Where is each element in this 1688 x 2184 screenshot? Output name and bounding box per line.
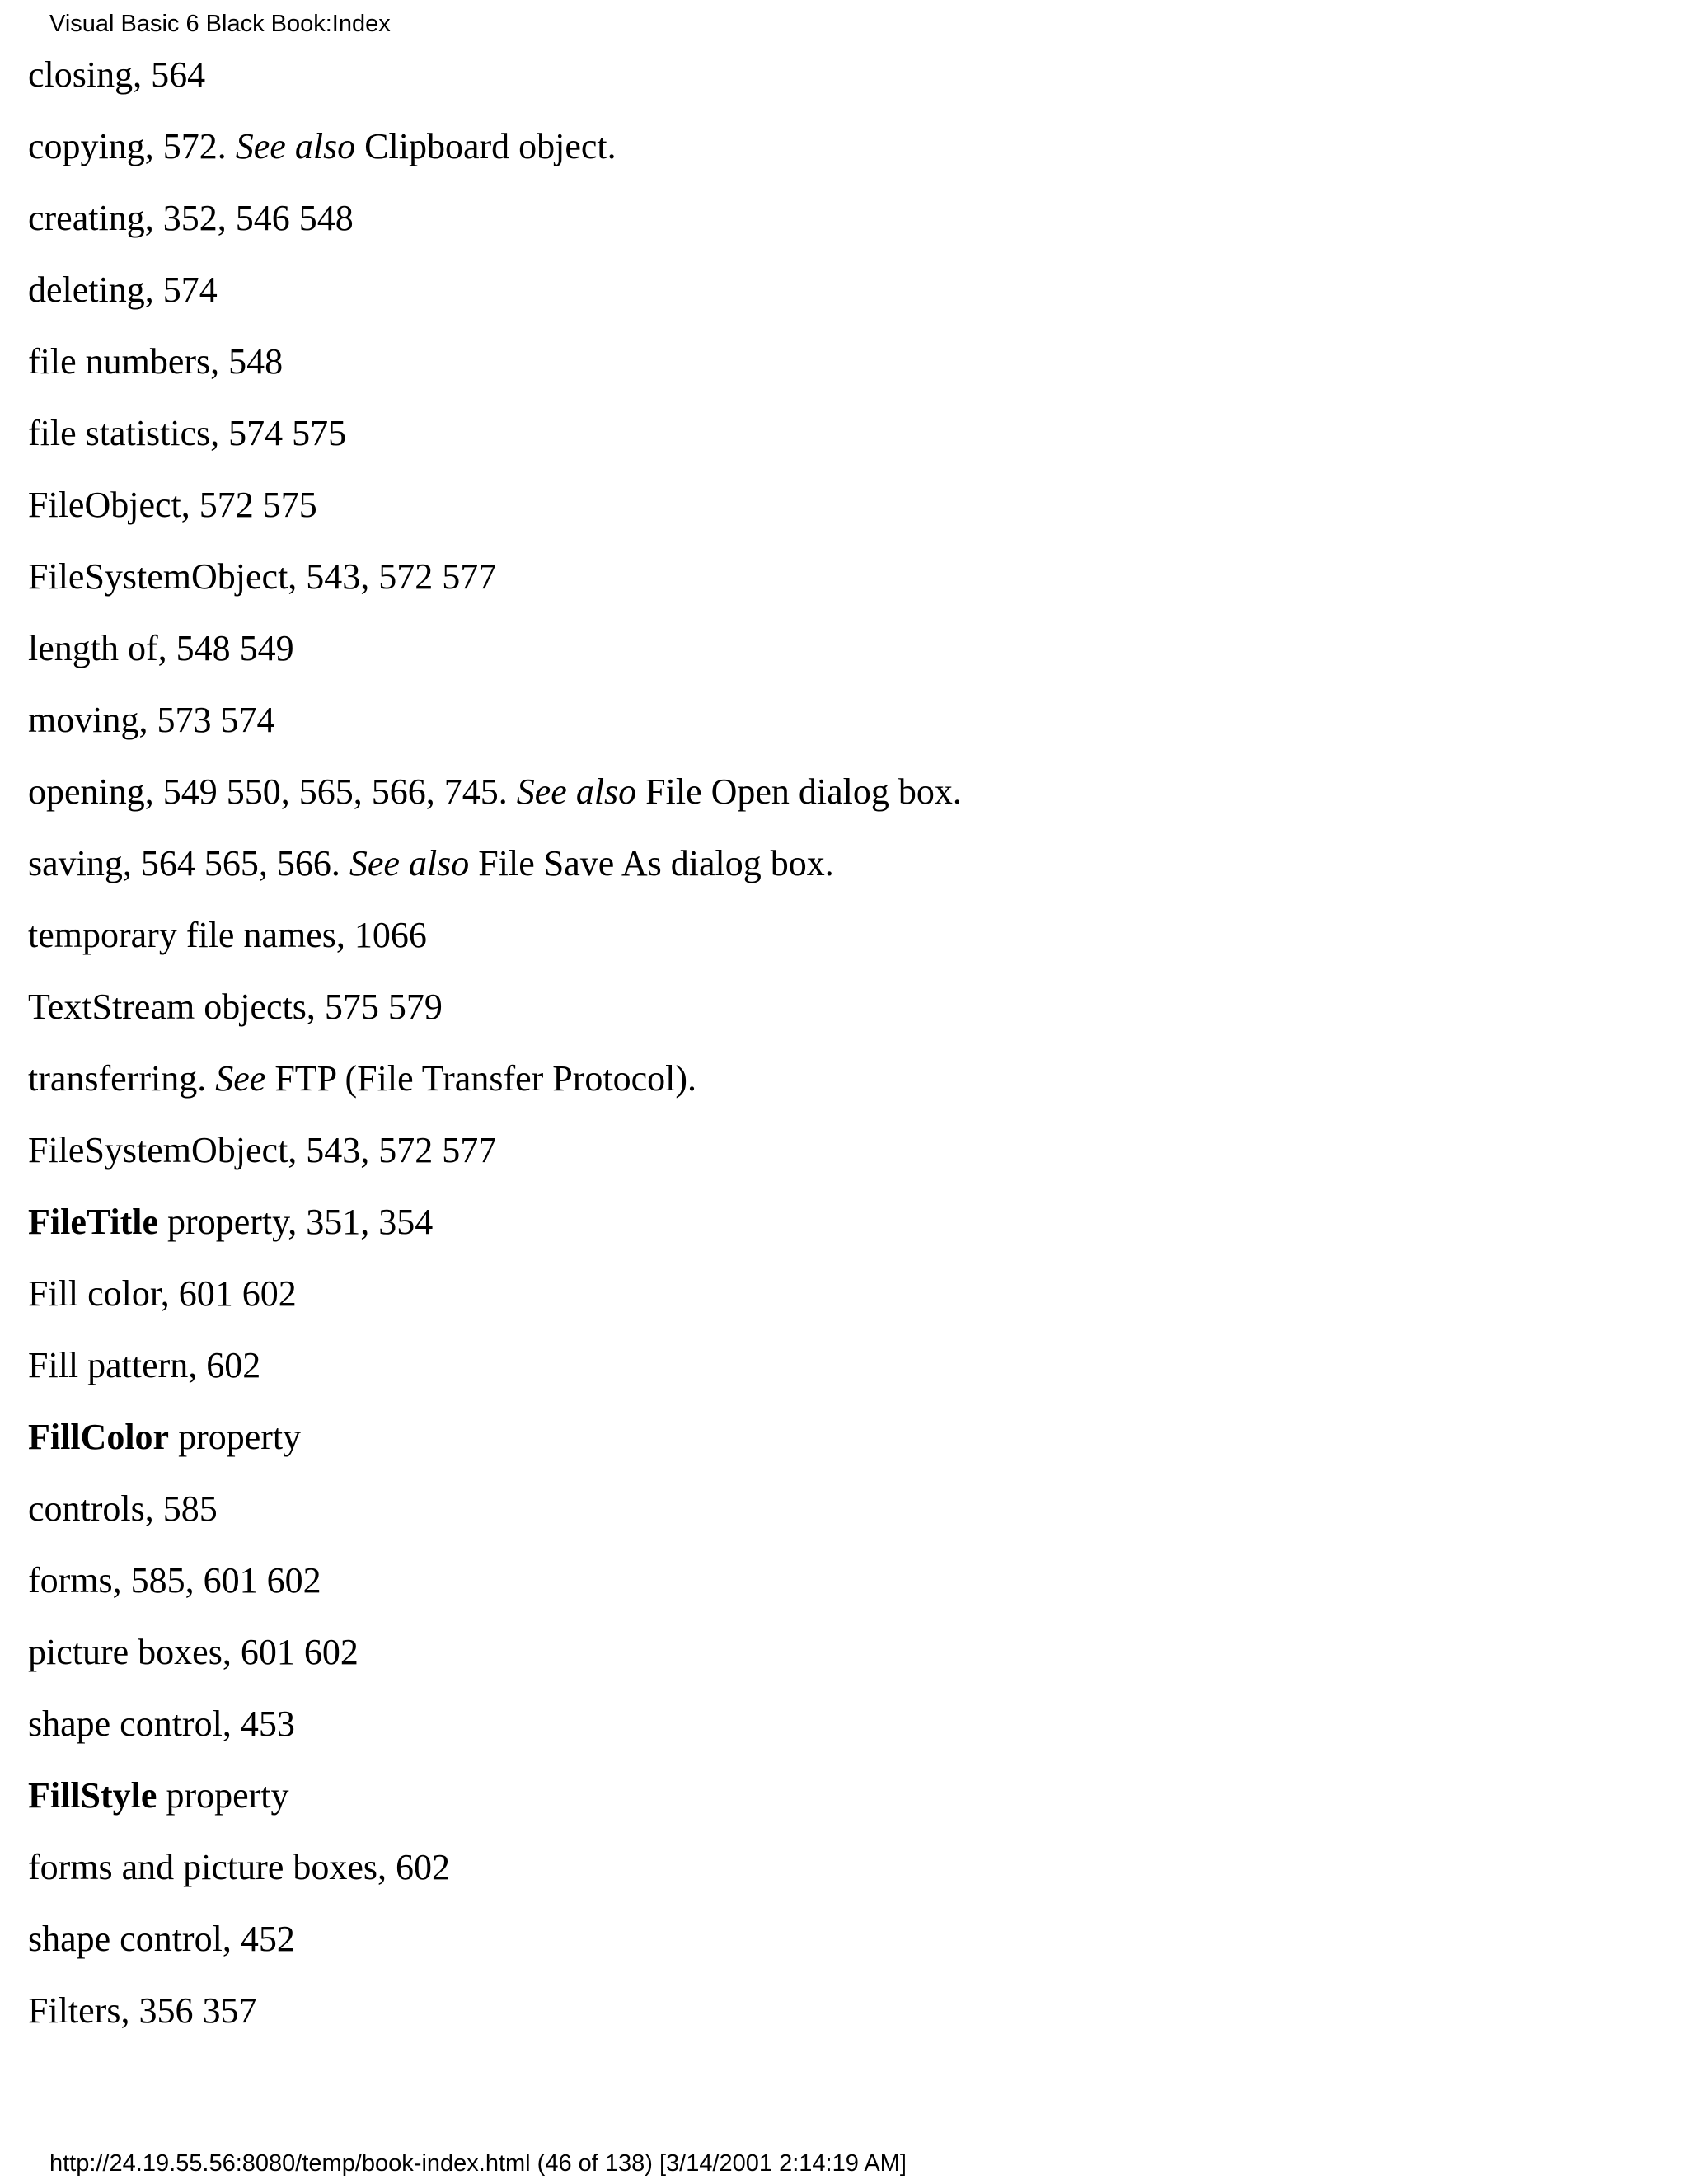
index-entry [28,1198,962,1270]
index-entry-text: temporary file names, 1066 [28,915,427,955]
index-entry-text: Fill color, 601 602 [28,1273,297,1314]
index-term-bold: FillColor [28,1417,170,1457]
index-entry-text: picture boxes, 601 602 [28,1632,359,1672]
index-entry [28,1629,962,1700]
see-also-reference: See also [516,771,637,812]
index-entry [28,410,962,481]
index-entry-text: FileObject, 572 575 [28,485,317,525]
index-entry-text: transferring. [28,1058,216,1099]
index-entry [28,1485,962,1557]
index-entry [28,1700,962,1772]
index-entry [28,625,962,696]
see-also-reference: See also [235,126,356,166]
index-entry [28,123,962,194]
index-entry-text: property, 351, 354 [158,1202,434,1242]
index-entry-text: forms, 585, 601 602 [28,1560,321,1601]
index-entry [28,1844,962,1915]
index-entry [28,696,962,768]
index-entry-text: controls, 585 [28,1488,218,1529]
index-entry-text: FileSystemObject, 543, 572 577 [28,1130,497,1170]
index-entry [28,1342,962,1413]
index-entry-text: FTP (File Transfer Protocol). [265,1058,697,1099]
index-entry [28,266,962,338]
index-entry [28,1055,962,1127]
index-entry-text: opening, 549 550, 565, 566, 745. [28,771,517,812]
index-entry [28,1772,962,1844]
index-entry-text: FileSystemObject, 543, 572 577 [28,556,497,597]
index-entry [28,194,962,266]
index-term-bold: FileTitle [28,1202,159,1242]
index-entry-text: forms and picture boxes, 602 [28,1847,450,1887]
index-entry-text: deleting, 574 [28,269,218,310]
index-entry-text: moving, 573 574 [28,700,275,740]
index-entry-text: Clipboard object. [355,126,617,166]
index-entry [28,1915,962,1987]
index-entry-text: property [157,1775,289,1816]
index-list [28,51,962,2059]
index-entry-text: File Save As dialog box. [469,843,834,883]
index-entry [28,1270,962,1342]
index-entry-text: creating, 352, 546 548 [28,198,354,238]
index-entry-text: Fill pattern, 602 [28,1345,261,1385]
index-entry [28,912,962,983]
index-entry [28,840,962,912]
index-entry [28,768,962,840]
index-entry [28,1127,962,1198]
see-also-reference: See also [349,843,470,883]
index-entry [28,553,962,625]
index-entry-text: Filters, 356 357 [28,1990,257,2031]
index-term-bold: FillStyle [28,1775,157,1816]
index-entry-text: shape control, 453 [28,1704,295,1744]
index-entry-text: copying, 572. [28,126,236,166]
index-entry [28,1987,962,2059]
see-also-reference: See [215,1058,266,1099]
index-entry [28,481,962,553]
index-entry [28,1413,962,1485]
index-entry-text: file statistics, 574 575 [28,413,347,453]
page-header: Visual Basic 6 Black Book:Index [49,11,391,37]
index-entry-text: closing, 564 [28,54,206,95]
index-entry-text: File Open dialog box. [636,771,962,812]
page-footer-url: http://24.19.55.56:8080/temp/book-index.html (46 of 138) [3/14/2001 2:14:19 AM] [49,2150,907,2177]
index-entry [28,1557,962,1629]
index-entry-text: file numbers, 548 [28,341,284,382]
index-entry-text: length of, 548 549 [28,628,294,668]
index-entry-text: TextStream objects, 575 579 [28,987,443,1027]
index-entry [28,338,962,410]
index-entry [28,51,962,123]
index-entry-text: saving, 564 565, 566. [28,843,349,883]
index-entry [28,983,962,1055]
index-entry-text: shape control, 452 [28,1919,295,1959]
index-entry-text: property [169,1417,302,1457]
